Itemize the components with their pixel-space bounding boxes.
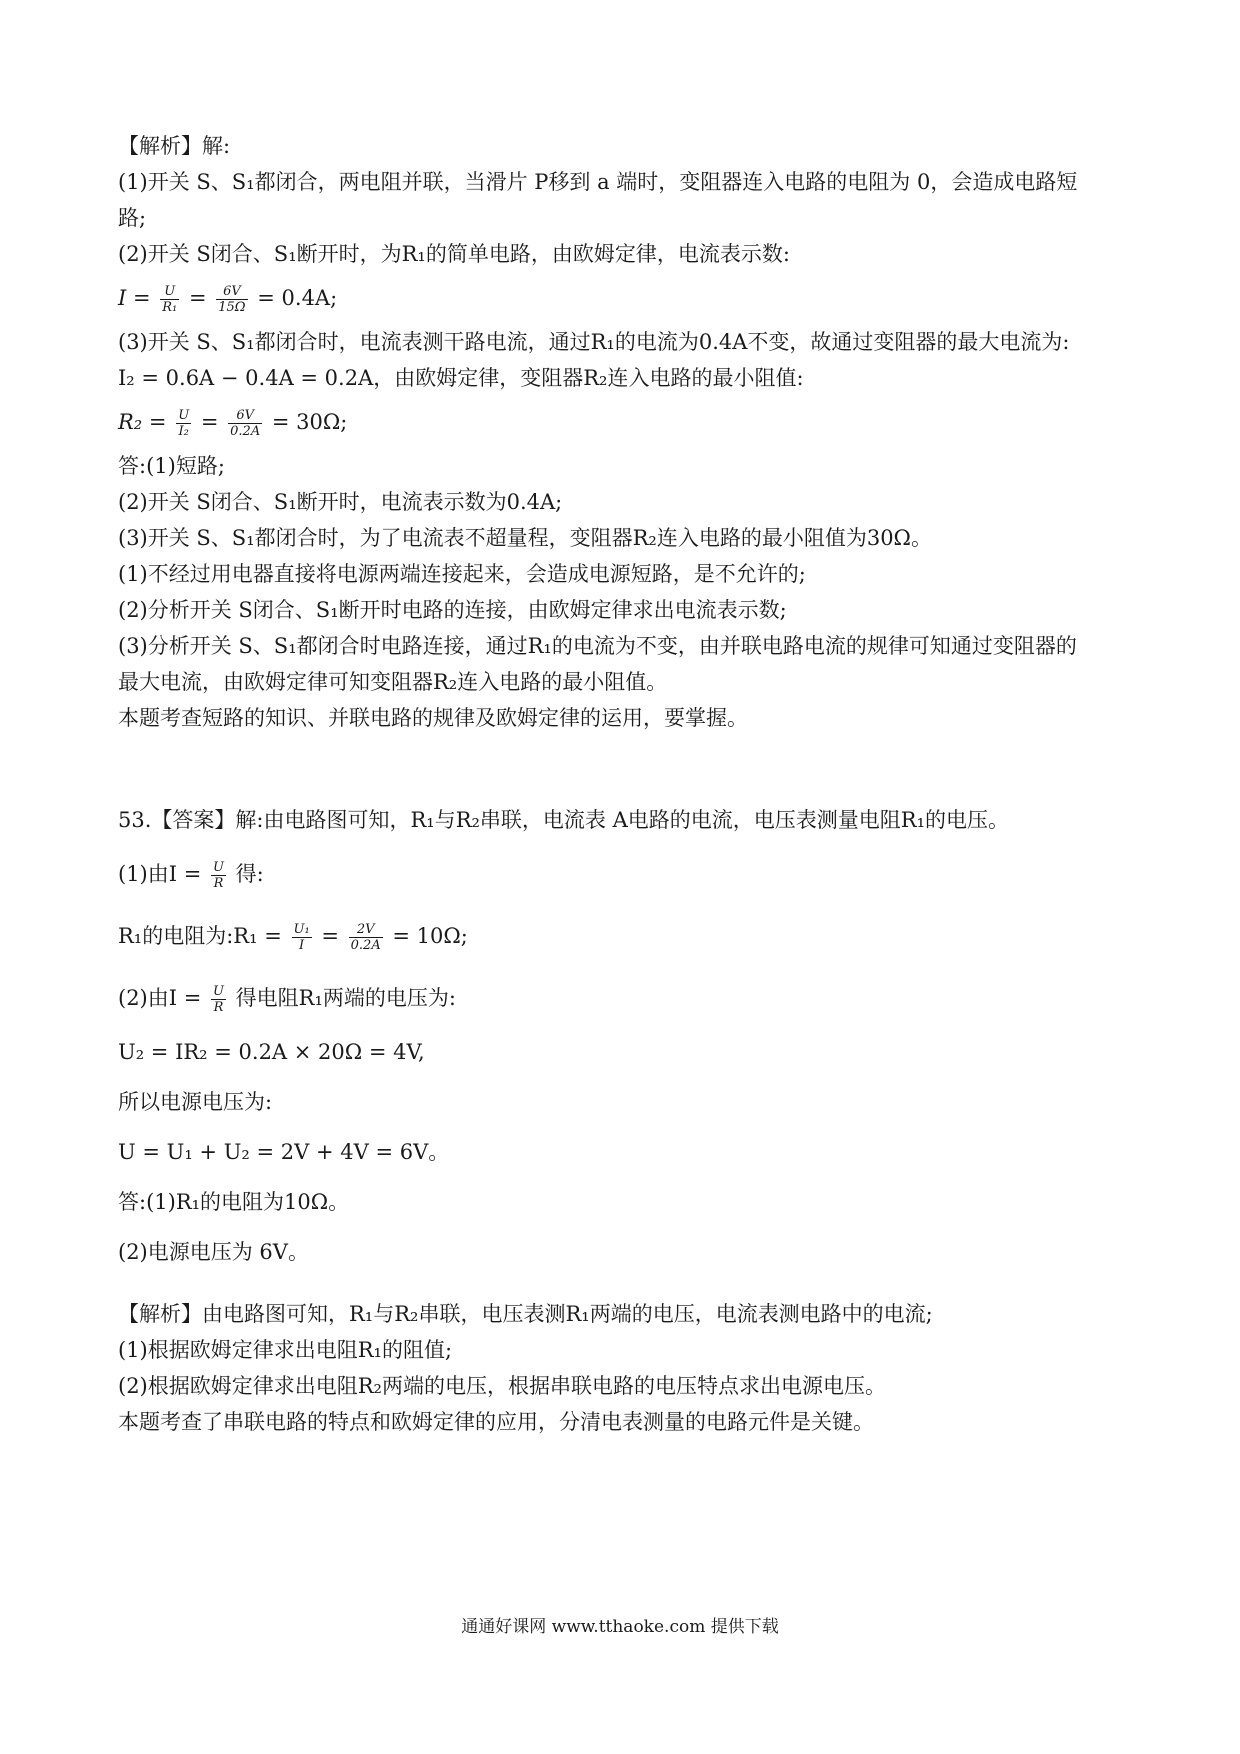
analysis-step-3: (3)开关 S、S₁都闭合时，电流表测干路电流，通过R₁的电流为0.4A不变，故通过变阻器的最大电流为:	[118, 330, 1070, 354]
analysis-heading: 【解析】解:	[118, 134, 231, 158]
fraction-u1-over-i	[292, 922, 312, 953]
formula-current-result: = 0.4A;	[257, 286, 338, 310]
explanation-1: (1)不经过用电器直接将电源两端连接起来，会造成电源短路，是不允许的;	[118, 562, 806, 586]
explanation-2: (2)分析开关 S闭合、S₁断开时电路的连接，由欧姆定律求出电流表示数;	[118, 598, 787, 622]
numerator: U	[160, 284, 179, 300]
analysis-53-2: (2)根据欧姆定律求出电阻R₂两端的电压，根据串联电路的电压特点求出电源电压。	[118, 1374, 886, 1398]
numerator: 2V	[349, 922, 383, 938]
step-u2: U₂ = IR₂ = 0.2A × 20Ω = 4V,	[118, 1040, 425, 1064]
step-voltage-suffix: 得电阻R₁两端的电压为:	[235, 986, 456, 1010]
explanation-3a: (3)分析开关 S、S₁都闭合时电路连接，通过R₁的电流为不变，由并联电路电流的规律可知通过变阻器的	[118, 634, 1077, 658]
denominator: 0.2A	[230, 424, 261, 439]
denominator: R	[213, 1000, 224, 1015]
numerator: U	[213, 860, 224, 875]
fraction-u-over-r-2	[211, 984, 226, 1015]
numerator: 6V	[228, 408, 262, 424]
numerator: 6V	[216, 284, 247, 300]
step-source-label: 所以电源电压为:	[118, 1090, 273, 1114]
numerator: U₁	[293, 922, 310, 937]
analysis-53-heading: 【解析】由电路图可知，R₁与R₂串联，电压表测R₁两端的电压，电流表测电路中的电流;	[118, 1302, 933, 1326]
analysis-53-1: (1)根据欧姆定律求出电阻R₁的阻值;	[118, 1338, 453, 1362]
step-source-voltage: U = U₁ + U₂ = 2V + 4V = 6V。	[118, 1140, 450, 1164]
fraction-2v-over-0.2a	[349, 922, 383, 953]
summary-1: 本题考查短路的知识、并联电路的规律及欧姆定律的运用，要掌握。	[118, 706, 748, 730]
formula-resistance: R₂ = $\frac{U}{\text{I₂}}$ = $\frac{6V}{0.2A}$ = 30Ω;	[118, 408, 348, 439]
formula-resistance-lhs: R₂ =	[118, 410, 167, 434]
final-answer-1: 答:(1)R₁的电阻为10Ω。	[118, 1190, 350, 1214]
analysis-53-3: 本题考查了串联电路的特点和欧姆定律的应用，分清电表测量的电路元件是关键。	[118, 1410, 874, 1434]
numerator: U	[213, 984, 224, 999]
step-r1-text: R₁的电阻为:R₁ =	[118, 924, 282, 948]
fraction-6v-over-15ohm	[216, 284, 247, 315]
denominator: R	[213, 876, 224, 891]
step-ohms-law-text: (1)由I =	[118, 862, 202, 886]
denominator: I₂	[178, 424, 189, 439]
fraction-u-over-r1	[160, 284, 179, 315]
fraction-u-over-i2	[176, 408, 191, 439]
denominator: R₁	[162, 300, 178, 315]
formula-current: I = $\frac{U}{\text{R₁}}$ = $\frac{6V}{15\Omega}$ = 0.4A;	[118, 284, 338, 315]
analysis-step-1a: (1)开关 S、S₁都闭合，两电阻并联，当滑片 P移到 a 端时，变阻器连入电路的电阻为 0，会造成电路短	[118, 170, 1078, 194]
step-r1-voltage	[118, 980, 1128, 1016]
answer-1: 答:(1)短路;	[118, 454, 225, 478]
step-ohms-law-suffix: 得:	[235, 862, 264, 886]
page-footer: 通通好课网 www.tthaoke.com 提供下载	[461, 1617, 779, 1637]
fraction-u-over-r	[211, 860, 226, 891]
answer-2: (2)开关 S闭合、S₁断开时，电流表示数为0.4A;	[118, 490, 563, 514]
formula-current-lhs: I =	[118, 286, 151, 310]
formula-resistance-result: = 30Ω;	[271, 410, 348, 434]
analysis-step-4: I₂ = 0.6A − 0.4A = 0.2A，由欧姆定律，变阻器R₂连入电路的最小阻值:	[118, 366, 804, 390]
analysis-step-1b: 路;	[118, 206, 147, 230]
document-page	[118, 128, 1128, 1440]
analysis-step-2: (2)开关 S闭合、S₁断开时，为R₁的简单电路，由欧姆定律，电流表示数:	[118, 242, 790, 266]
denominator: I	[299, 938, 305, 953]
step-r1-resistance: R₁的电阻为:R₁ = $\frac{\text{U₁}}{I}$ = $\frac{2V}{0.2A}$ = 10Ω;	[118, 922, 468, 953]
step-voltage-text: (2)由I =	[118, 986, 202, 1010]
explanation-3b: 最大电流，由欧姆定律可知变阻器R₂连入电路的最小阻值。	[118, 670, 668, 694]
numerator: U	[178, 408, 190, 423]
fraction-6v-over-0.2a	[228, 408, 262, 439]
final-answer-2: (2)电源电压为 6V。	[118, 1240, 309, 1264]
step-ohms-law	[118, 856, 1128, 892]
denominator: 0.2A	[350, 938, 381, 953]
answer-53-heading: 53.【答案】解:由电路图可知，R₁与R₂串联，电流表 A电路的电流，电压表测量电阻R₁的电压。	[118, 808, 1009, 832]
denominator: 15Ω	[218, 300, 246, 315]
answer-3: (3)开关 S、S₁都闭合时，为了电流表不超量程，变阻器R₂连入电路的最小阻值为30Ω。	[118, 526, 932, 550]
step-r1-result: = 10Ω;	[392, 924, 468, 948]
